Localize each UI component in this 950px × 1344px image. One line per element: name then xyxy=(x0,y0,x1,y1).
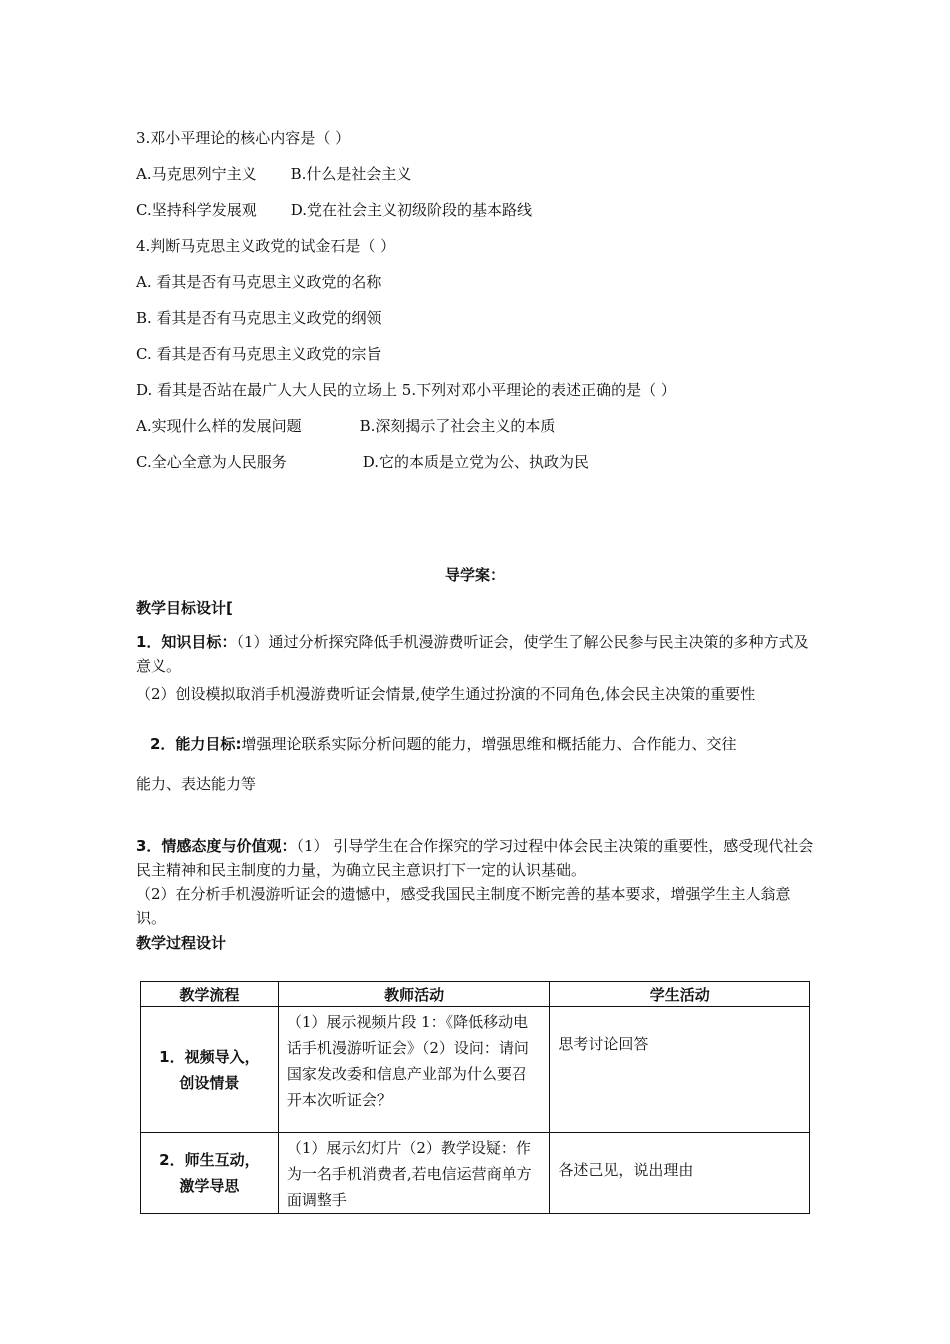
option-c: C.坚持科学发展观 xyxy=(136,201,257,219)
student-activity: 思考讨论回答 xyxy=(550,1007,810,1133)
flow-cell xyxy=(141,1007,279,1133)
table-row xyxy=(141,1133,810,1214)
header-teacher: 教师活动 xyxy=(278,982,550,1007)
ability-goal xyxy=(150,732,816,756)
process-heading: 教学过程设计 xyxy=(136,934,227,952)
knowledge-label: 1．知识目标： xyxy=(136,633,237,651)
option-c: C.全心全意为人民服务 xyxy=(136,453,287,471)
option-d: D.党在社会主义初级阶段的基本路线 xyxy=(290,201,532,219)
option-b: B. 看其是否有马克思主义政党的纲领 xyxy=(136,309,382,327)
question-3: 3.邓小平理论的核心内容是（ ） xyxy=(136,129,351,147)
question-3-options-cd xyxy=(136,200,532,220)
flow-line-1: 2．师生互动， xyxy=(159,1151,260,1169)
student-activity: 各述己见，说出理由 xyxy=(550,1133,810,1214)
teaching-process-table xyxy=(140,981,810,1214)
goal-heading: 教学目标设计[ xyxy=(136,599,233,617)
table-header-row xyxy=(141,982,810,1007)
teacher-activity: （1）展示视频片段 1：《降低移动电话手机漫游听证会》（2）设问：请问国家发改委和信息产业部为什么要召开本次听证会？ xyxy=(278,1007,550,1133)
option-a: A.实现什么样的发展问题 xyxy=(136,417,302,435)
ability-text: 增强理论联系实际分析问题的能力，增强思维和概括能力、合作能力、交往 xyxy=(241,735,737,753)
knowledge-text-1: （1）通过分析探究降低手机漫游费听证会，使学生了解公民参与民主决策的多种方式及意义。 xyxy=(136,633,809,675)
question-5-options-cd xyxy=(136,452,589,472)
teacher-activity: （1）展示幻灯片（2）教学设疑：作为一名手机消费者,若电信运营商单方面调整手 xyxy=(278,1133,550,1214)
emotion-label: 3．情感态度与价值观： xyxy=(136,837,297,855)
question-5-options-ab xyxy=(136,416,555,436)
header-flow: 教学流程 xyxy=(141,982,279,1007)
guide-title: 导学案： xyxy=(444,566,505,584)
emotion-text-1: （1） 引导学生在合作探究的学习过程中体会民主决策的重要性，感受现代社会民主精神和民主制度的力量，为确立民主意识打下一定的认识基础。 xyxy=(136,837,814,879)
flow-line-2: 创设情景 xyxy=(179,1073,240,1092)
option-d-and-question-5: D. 看其是否站在最广人大人民的立场上 5.下列对邓小平理论的表述正确的是（ ） xyxy=(136,381,676,399)
knowledge-text-2: （2）创设模拟取消手机漫游费听证会情景,使学生通过扮演的不同角色,体会民主决策的重要性 xyxy=(136,685,756,703)
ability-text-2: 能力、表达能力等 xyxy=(136,775,257,793)
flow-cell xyxy=(141,1133,279,1214)
option-a: A.马克思列宁主义 xyxy=(136,165,257,183)
question-4: 4.判断马克思主义政党的试金石是（ ） xyxy=(136,237,396,255)
flow-line-1: 1．视频导入， xyxy=(159,1047,260,1066)
option-a: A. 看其是否有马克思主义政党的名称 xyxy=(136,273,382,291)
option-d: D.它的本质是立党为公、执政为民 xyxy=(362,453,589,471)
option-b: B.深刻揭示了社会主义的本质 xyxy=(359,417,556,435)
knowledge-goal xyxy=(136,630,816,678)
question-3-options-ab xyxy=(136,164,411,184)
table-row xyxy=(141,1007,810,1133)
ability-label: 2．能力目标: xyxy=(150,735,242,753)
header-student: 学生活动 xyxy=(550,982,810,1007)
option-b: B.什么是社会主义 xyxy=(290,165,412,183)
emotion-goal xyxy=(136,834,816,882)
flow-line-2: 激学导思 xyxy=(179,1177,240,1195)
option-c: C. 看其是否有马克思主义政党的宗旨 xyxy=(136,345,382,363)
emotion-text-2: （2）在分析手机漫游听证会的遗憾中，感受我国民主制度不断完善的基本要求，增强学生主人翁意识。 xyxy=(136,885,791,927)
